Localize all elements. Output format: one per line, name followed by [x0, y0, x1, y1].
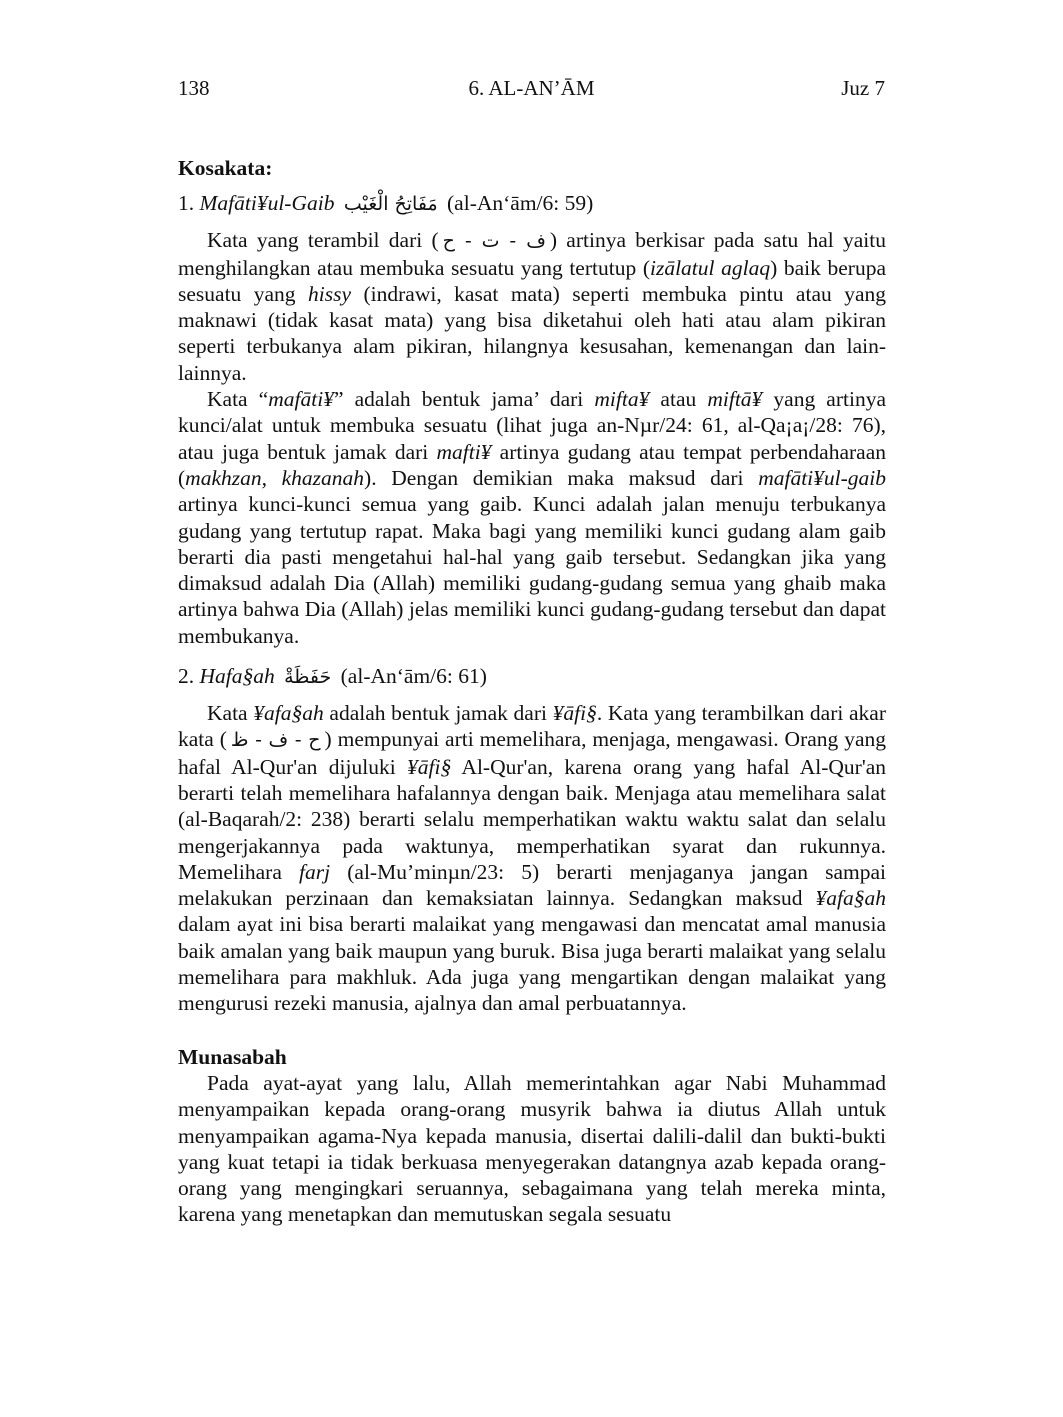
juz-label: Juz 7	[841, 76, 885, 100]
entry-1-paragraph-1: Kata yang terambil dari ( ف - ت - ح ) artinya berkisar pada satu hal yaitu menghilangkan atau membuka sesuatu yang tertutup (izālatul aglaq) baik berupa sesuatu yang hissy (indrawi, kasat mata) seperti membuka pintu atau yang maknawi (tidak kasat mata) yang bisa diketahui oleh hati atau alam pikiran seperti terbukanya alam pikiran, hilangnya kesusahan, kemenangan dan lain-lainnya.	[178, 228, 887, 385]
kosakata-heading: Kosakata:	[178, 156, 273, 180]
entry-term: Hafa§ah	[199, 664, 275, 689]
entry-number: 2.	[178, 664, 195, 689]
arabic-root: ف - ت - ح	[442, 230, 546, 253]
entry-arabic: حَفَظَةْ	[284, 666, 332, 689]
page-number: 138	[178, 76, 210, 100]
vocab-entry-2-title	[178, 662, 886, 692]
munasabah-heading: Munasabah	[178, 1044, 287, 1069]
munasabah-paragraph: Pada ayat-ayat yang lalu, Allah memerintahkan agar Nabi Muhammad menyampaikan kepada orang-orang musyrik bahwa ia diutus Allah untuk menyampaikan agama-Nya kepada manusia, disertai dalili-dalil dan bukti-bukti yang kuat tetapi ia tidak berkuasa menyegerakan datangnya azab kepada orang-orang yang mengingkari seruannya, sebagaimana yang telah mereka minta, karena yang menetapkan dan memutuskan segala sesuatu	[178, 1070, 886, 1227]
arabic-root: ح - ف - ظ	[230, 729, 321, 752]
entry-reference: (al-An‘ām/6: 61)	[340, 664, 487, 689]
entry-term: Mafāti¥ul-Gaib	[199, 191, 335, 216]
entry-arabic: مَفَاتِحُ الْغَيْب	[343, 193, 438, 216]
page-content	[178, 155, 886, 1228]
entry-2-paragraph-1: Kata ¥afa§ah adalah bentuk jamak dari ¥āfi§. Kata yang terambilkan dari akar kata ( ح - ف - ظ ) mempunyai arti memelihara, menjaga, mengawasi. Orang yang hafal Al-Qur'an dijuluki ¥āfi§ Al-Qur'an, karena orang yang hafal Al-Qur'an berarti telah memelihara hafalannya dengan baik. Menjaga atau memelihara salat (al-Baqarah/2: 238) berarti selalu memperhatikan waktu waktu salat dan selalu mengerjakannya pada waktunya, memperhatikan syarat dan rukunnya. Memelihara farj (al-Mu’minµn/23: 5) berarti menjaganya jangan sampai melakukan perzinaan dan kemaksiatan lainnya. Sedangkan maksud ¥afa§ah dalam ayat ini bisa berarti malaikat yang mengawasi dan mencatat amal manusia baik amalan yang baik maupun yang buruk. Bisa juga berarti malaikat yang selalu memelihara para makhluk. Ada juga yang mengartikan dengan malaikat yang mengurusi rezeki manusia, ajalnya dan amal perbuatannya.	[178, 701, 887, 1016]
running-title: 6. AL-AN’ĀM	[468, 76, 595, 100]
entry-reference: (al-An‘ām/6: 59)	[447, 191, 594, 216]
vocab-entry-1-title	[178, 189, 886, 219]
entry-number: 1.	[178, 191, 195, 216]
entry-1-paragraph-2: Kata “mafāti¥” adalah bentuk jama’ dari mifta¥ atau miftā¥ yang artinya kunci/alat untuk membuka sesuatu (lihat juga an-Nµr/24: 61, al-Qa¡a¡/28: 76), atau juga bentuk jamak dari mafti¥ artinya gudang atau tempat perbendaharaan (makhzan, khazanah). Dengan demikian maka maksud dari mafāti¥ul-gaib artinya kunci-kunci semua yang gaib. Kunci adalah jalan menuju terbukanya gudang yang tertutup rapat. Maka bagi yang memiliki kunci gudang alam gaib berarti dia pasti mengetahui hal-hal yang gaib tersebut. Sedangkan jika yang dimaksud adalah Dia (Allah) memiliki gudang-gudang semua yang ghaib maka artinya bahwa Dia (Allah) jelas memiliki kunci gudang-gudang tersebut dan dapat membukanya.	[178, 387, 886, 648]
